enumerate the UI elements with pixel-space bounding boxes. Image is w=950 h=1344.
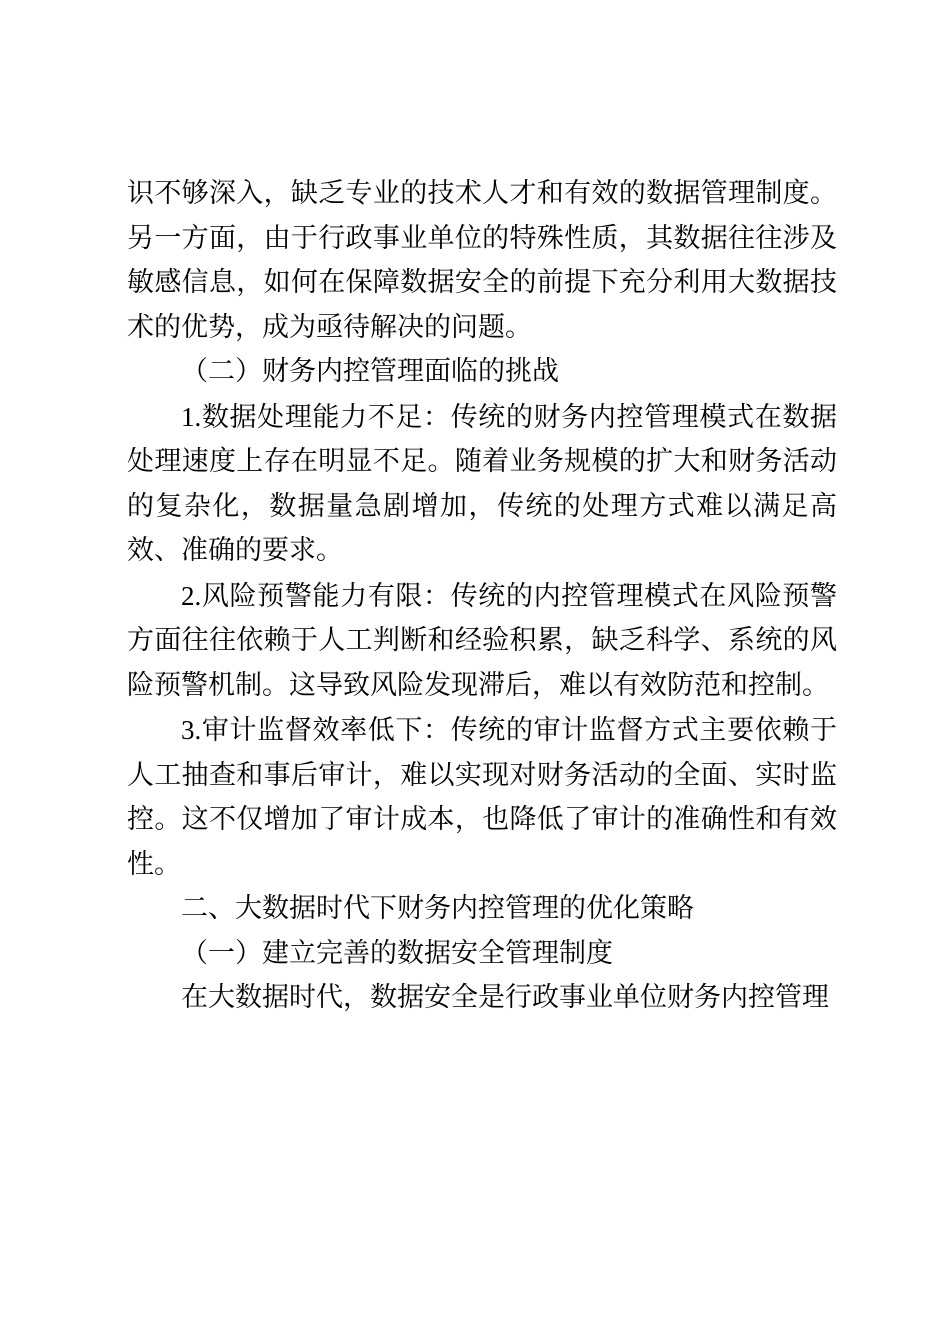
section-heading-challenges [127, 350, 837, 395]
section-heading-strategies [127, 887, 837, 932]
list-number: 2. [181, 580, 202, 611]
list-item-text: 风险预警能力有限：传统的内控管理模式在风险预警方面往往依赖于人工判断和经验积累，缺乏科学、系统的风险预警机制。这导致风险发现滞后，难以有效防范和控制。 [127, 580, 837, 701]
document-body [127, 172, 837, 1021]
list-item-data-processing [127, 395, 837, 574]
paragraph-text: 在大数据时代，数据安全是行政事业单位财务内控管理 [181, 982, 829, 1013]
list-number: 3. [181, 715, 202, 745]
list-item-text: 审计监督效率低下：传统的审计监督方式主要依赖于人工抽查和事后审计，难以实现对财务活动的全面、实时监控。这不仅增加了审计成本，也降低了审计的准确性和有效性。 [127, 715, 837, 880]
heading-text: 二、大数据时代下财务内控管理的优化策略 [181, 893, 694, 924]
heading-text: （二）财务内控管理面临的挑战 [181, 356, 559, 387]
paragraph-text: 识不够深入，缺乏专业的技术人才和有效的数据管理制度。另一方面，由于行政事业单位的特殊性质，其数据往往涉及敏感信息，如何在保障数据安全的前提下充分利用大数据技术的优势，成为亟待解决的问题。 [127, 178, 837, 343]
heading-text: （一）建立完善的数据安全管理制度 [181, 937, 613, 969]
subsection-heading-data-security [127, 932, 837, 977]
list-item-audit-supervision [127, 708, 837, 887]
list-number: 1. [181, 401, 202, 432]
paragraph-continuation [127, 172, 837, 350]
list-item-text: 数据处理能力不足：传统的财务内控管理模式在数据处理速度上存在明显不足。随着业务规模的扩大和财务活动的复杂化，数据量急剧增加，传统的处理方式难以满足高效、准确的要求。 [127, 401, 837, 566]
paragraph-data-security [127, 976, 837, 1021]
list-item-risk-warning [127, 574, 837, 709]
